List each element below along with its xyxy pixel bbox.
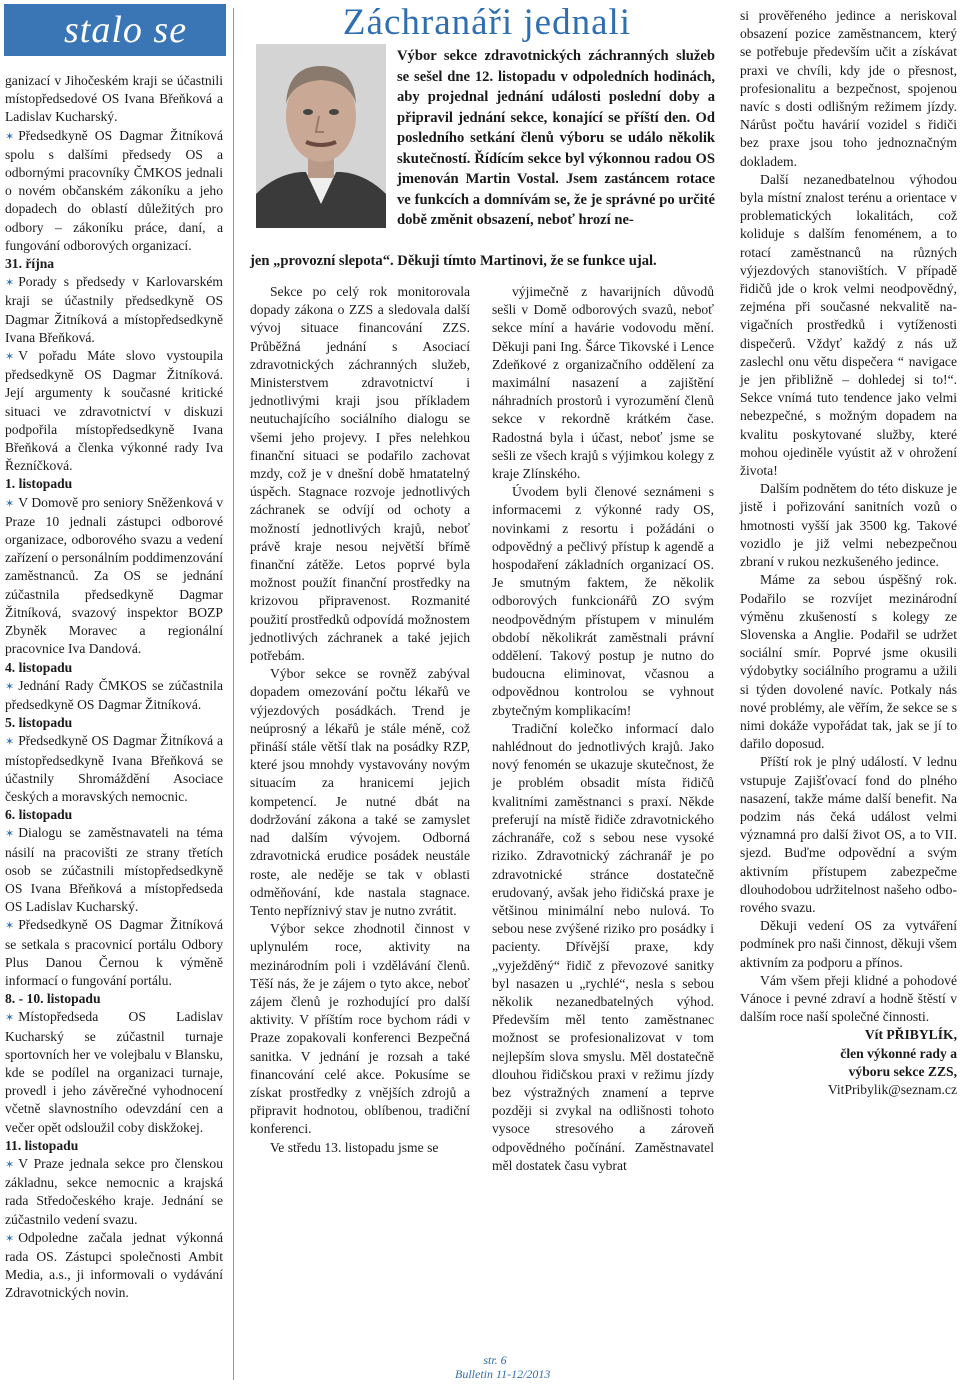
news-item bbox=[5, 494, 223, 659]
star-icon: ✶ bbox=[5, 130, 15, 143]
article-paragraph: Děkuji vedení OS za vytváření podmínek pro naši činnost, děkuji všem aktivním za podporu a přínos. bbox=[740, 918, 957, 970]
portrait-image bbox=[256, 44, 386, 228]
news-item bbox=[5, 347, 223, 475]
star-icon: ✶ bbox=[5, 351, 15, 364]
news-item-text: Porady s předsedy v Karlovarském kraji se účastnily předsedkyně OS Dagmar Žitníková a místopředsedkyně Ivana Břeňková. bbox=[5, 274, 223, 345]
news-item-text: Předsedkyně OS Dagmar Žitníková spolu s dalšími předsedy OS a odbornými pracovníky ČMKOS jednali o novém občanském zákoníku a jeho dopadech do oblastí důležitých pro odbory – zákoníku práce, daní, a fungování odborových organizací. bbox=[5, 127, 223, 253]
article-paragraph: výjimečně z havarijních důvodů sešli v Domě odborových svazů, neboť sekce míní a havárie vodovodu mění. Děkuji pani Ing. Šárce Tikovské i Lence Zdeňkové z organizačního oddělení za maximální nasazení a zajištění náhradních prostorů i vyrozumění členů sekce v rekordně krátkém čase. Radostná byla i účast, neboť jsme se sešli ze všech krajů s výjimkou kolegy z kraje Zlínského. bbox=[492, 284, 714, 482]
article-paragraph: Úvodem byli členové seznámeni s informacemi z výkonné rady OS, novinkami z resortu i požádáni o odpovědný a pečlivý přístup k agendě a hospodaření základních organizací OS. Je smutným faktem, že několik odborových funkcionářů ZO svým neodpovědným přístupem v minulém období několikrát zaměstnali právní oddělení. Takový postup je nutno do budoucna eliminovat, včasnou a odpovědnou kontrolou se vyhnout zbytečným komplikacím! bbox=[492, 484, 714, 718]
news-item-text: V pořadu Máte slovo vystoupila předsedkyně OS Dagmar Žitníková. Její argumenty k současné kritické situaci ve zdravotnictví v diskuzi podpořila místopředsedkyně Ivana Břeňková a členka výkonné rady Iva Řezníčková. bbox=[5, 348, 223, 474]
star-icon: ✶ bbox=[5, 277, 15, 290]
article-paragraph: Příští rok je plný událostí. V lednu vstupuje Zajišťovací fond do plného nasazení, takže máme další benefit. Na podzim nás čeká událost velmi významná pro další život OS, a to VII. sjezd. Buďme odpovědní a svým aktivním přístupem zabezpečme dlouhodobou udržitelnost našeho odborového svazu. bbox=[740, 754, 957, 915]
article-paragraph: Máme za sebou úspěšný rok. Podařilo se rozvíjet mezinárodní výměnu zkušeností s kolegy ze Slovenska a Anglie. Podařil se udržet sociální smír. Poprvé jsme okusili výdobytky sociálního programu a užili si týden dovolené navíc. Potkaly nás nové problémy, ale věřím, že sekce se s nimi dokáže vypořádat tak, jak se jí to dařilo doposud. bbox=[740, 572, 957, 752]
news-item-text: Předsedkyně OS Dagmar Žitníková se setkala s pracovnicí portálu Odbory Plus Danou Černou k výměně informací o fungování portálu. bbox=[5, 917, 223, 988]
star-icon: ✶ bbox=[5, 497, 15, 510]
article-paragraph: Další nezanedbatelnou výhodou byla místní znalost terénu a orientace v problematických lokalitách, což koliduje s dalším fenoménem, a to rotací zaměstnanců na různých výjezdových stanovištích. V případě řidičů jde o krok velmi neodpovědný, zejména při současné nekvalitě navigačních prostředků i vytíženosti dispečerů. Vždyť každý z nás už zaslechl onu větu dispečera “ navigace je jen přibližně – dohledej si to!“. Sekce vnímá tuto tendence jako velmi nebezpečné, s možným dopadem na kvalitu poskytované služby, které mohou ojediněle vyústit až v ohrožení života! bbox=[740, 171, 957, 479]
news-item bbox=[5, 1008, 223, 1136]
news-item bbox=[5, 1155, 223, 1229]
news-date: 4. listopadu bbox=[5, 659, 73, 675]
news-item bbox=[5, 824, 223, 916]
article-column-3 bbox=[740, 7, 957, 1099]
article-lead: Výbor sekce zdravotnických záchranných služeb se sešel dne 12. listopadu v odpoledních hodinách, aby projednal jednání události poslední doby a připravil jednání sekce, konající se příští den. Od posledního setkání členů výboru se událo několik skutečností. Řídícím sekce byl výkonnou radou OS jmenován Martin Vostal. Jsem zastáncem rotace ve funkcích a domnívám se, že je správné po určité době změnit obsazení, neboť hrozí ne- bbox=[397, 48, 715, 228]
news-date: 8. - 10. listopadu bbox=[5, 991, 101, 1007]
news-date: 31. října bbox=[5, 256, 55, 272]
article-paragraph: Sekce po celý rok monitorovala dopady zákona o ZZS a sledovala další vývoj situace financování ZZS. Průběžná jednání s Asociací zdravotnických záchranných služeb, Ministerstvem zdravotnictví i jednotlivými kraji jsou příkladem neutuchajícího sociálního dialogu se všemi jeho projevy. I přes nelehkou finanční situaci se podařilo zachovat mzdy, což je v dnešní době hmatatelný úspěch. Stagnace rozvoje jednotlivých záchranek se odvíjí od ochoty a možností jednotlivých krajů, neboť právě kraje nesou největší břímě finanční zátěže. Letos poprvé byla možnost použít finanční prostředky na krizovou připravenost. Rozmanité použití prostředků odpovídá možnostem jednotlivých záchranek a také jejich potřebám. bbox=[250, 284, 470, 664]
news-date: 5. listopadu bbox=[5, 715, 73, 731]
star-icon: ✶ bbox=[5, 1232, 15, 1245]
article-paragraph: Vám všem přeji klidné a pohodové Vánoce i pevné zdraví a hodně štěstí v dalším roce naší společné činnosti. bbox=[740, 972, 957, 1025]
section-label: stalo se bbox=[64, 9, 188, 51]
news-item bbox=[5, 273, 223, 347]
author-email: VitPribylik@seznam.cz bbox=[827, 1081, 957, 1097]
news-date: 11. listopadu bbox=[5, 1137, 79, 1153]
page-footer bbox=[455, 1353, 551, 1381]
article-column-2 bbox=[492, 283, 714, 1175]
article-paragraph: Výbor sekce se rovněž zabýval dopadem omezování počtu lékařů ve výjezdových posádkách. Trend je neúprosný a lékařů je stále méně, což přináší stále větší tlak na posádky RZP, které jsou mnohdy vystavovány novým situacím za hranicemi jejich kompetencí. Je nutné dbát na dodržování zákona a také se zamyslet nad dalším vývojem. Odborná zdravotnická erudice posádek neustále roste, ale neděje se tak v oblasti odměňování, kde nastala stagnace. Tento nepříznivý stav je nutno zvrátit. bbox=[250, 666, 470, 918]
page-number: str. 6 bbox=[483, 1353, 507, 1367]
news-item-text: Jednání Rady ČMKOS se zúčastnila předsedkyně OS Dagmar Žitníková. bbox=[5, 677, 223, 712]
star-icon: ✶ bbox=[5, 920, 15, 933]
news-item-text: Místopředseda OS Ladislav Kucharský se zúčastnil turnaje sportovních her ve volejbalu v Blansku, kde se podílel na organizaci turnaje, provedl i jeho závěrečné vyhodnocení včetně slavnostního odevzdání cen a večer opět odsloužil coby diskžokej. bbox=[5, 1009, 223, 1135]
article-paragraph: Ve středu 13. listopadu jsme se bbox=[270, 1139, 439, 1155]
column-divider bbox=[233, 8, 234, 1380]
news-item bbox=[5, 677, 223, 714]
article-title: Záchranáři jednali bbox=[342, 2, 632, 43]
star-icon: ✶ bbox=[5, 736, 15, 749]
news-item bbox=[5, 732, 223, 806]
author-signature: člen výkonné rady a bbox=[840, 1045, 957, 1061]
article-paragraph: Dalším podnětem do této diskuze je jistě i pořizování sanitních vozů o hmotnosti vyšší jak 3500 kg. Takové vozidlo je již velmi nebezpečnou zbraní v rukou nezkušeného jedince. bbox=[740, 481, 957, 570]
news-item bbox=[5, 916, 223, 990]
article-column-1 bbox=[250, 283, 470, 1157]
news-item-text: V Domově pro seniory Sněženková v Praze 10 jednali zástupci odborové organizace, odborového svazu a vedení zařízení o personálním poddimenzování zaměstnanců. Za OS se jednání zúčastnila předsedkyně Dagmar Žitníková, svazový inspektor BOZP Zbyněk Moravec a regionální pracovnice Iva Dandová. bbox=[5, 494, 223, 657]
news-item bbox=[5, 127, 223, 255]
author-signature: Vít PŘIBYLÍK, bbox=[864, 1027, 957, 1043]
star-icon: ✶ bbox=[5, 828, 15, 841]
author-photo bbox=[256, 44, 386, 228]
article-lead-end: jen „provozní slepota“. Děkuji tímto Martinovi, že se funkce ujal. bbox=[250, 253, 657, 269]
news-item-text: Odpoledne začala jednat výkonná rada OS. Zástupci společnosti Ambit Media, a.s., ji informovali o vydávání Zdravotnických novin. bbox=[5, 1229, 223, 1301]
star-icon: ✶ bbox=[5, 680, 15, 693]
news-item bbox=[5, 1229, 223, 1303]
news-item-text: Předsedkyně OS Dagmar Žitníková a místopředsedkyně Ivana Břeňková se účastnily Shromáždění Asociace českých a moravských nemocnic. bbox=[5, 733, 223, 804]
news-item-text: Dialogu se zaměstnavateli na téma násilí na pracovišti ze strany třetích osob se zúčastnili místopředsedkyně OS Ivana Břeňková a místopředseda OS Ladislav Kucharský. bbox=[5, 825, 223, 915]
news-date: 1. listopadu bbox=[5, 476, 73, 492]
section-header bbox=[4, 4, 226, 56]
author-signature: výboru sekce ZZS, bbox=[848, 1063, 957, 1079]
article-paragraph: Výbor sekce zhodnotil činnost v uplynulém roce, aktivity na mezinárodním poli i vzdělávání členů. Těší nás, že je zájem o tyto akce, neboť zájem členů je rozhodující pro další aktivity. V příštím roce bychom rádi v Praze zopakovali konferenci Bezpečná sanitka. V jednání je rozsah a také financování celé akce. Pokusíme se získat prostředky z vnějších zdrojů a připravit hodnotou, oblíbenou, tradiční konferenci. bbox=[250, 921, 470, 1137]
article-paragraph: si prověřeného jedince a neriskoval obsazení pozice zaměstnancem, který se potřebuje především učit a získávat praxi ve chvíli, kdy jde o přesnost, profesionalitu a bezpečnost, spojenou navíc s dosti odlišným režimem jízdy. Nárůst počtu havárií vozidel s řidiči bez praxe jsou toho jednoznačným dokladem. bbox=[740, 8, 957, 169]
news-text: ganizací v Jihočeském kraji se účastnili místopředsedové OS Ivana Břeňková a Ladislav Kucharský. bbox=[5, 73, 223, 125]
article-paragraph: Tradiční kolečko informací dalo nahlédnout do jednotlivých krajů. Jako nový fenomén se ukazuje skutečnost, že je problém obsadit místa řidičů kvalitními zaměstnanci s praxí. Někde preferují na místě řidiče zdravotnického záchranáře, což s sebou nese vysoké riziko. Zdravotnický záchranář je po zdravotnické stránce dostatečně erudovaný, avšak jeho řidičská praxe je většinou minimální nebo nulová. To sebou nese zvýšené riziko pro posádky i pacienty. Dřívější praxe, kdy „vyježděný“ řidič z převozové sanitky byl nasazen u „rychlé“, nesla s sebou několik nezanedbatelných výhod. Především měl tento zaměstnanec možnost se profesionalizovat v tom nejlepším slova smyslu. Měl dostatečně dlouhou řidičskou praxi v režimu jízdy bez výstražných znamení a teprve později si zvykal na odlišnosti tohoto vysoce stresového a zároveň odpovědného počínání. Zaměstnavatel měl dostatek času vybrat bbox=[492, 720, 714, 1173]
star-icon: ✶ bbox=[5, 1158, 15, 1171]
issue-label: Bulletin 11-12/2013 bbox=[455, 1367, 551, 1381]
news-column bbox=[5, 72, 223, 1303]
star-icon: ✶ bbox=[5, 1012, 15, 1025]
news-item-text: V Praze jednala sekce pro členskou základnu, sekce nemocnic a krajská rada Středočeského kraje. Jednání se zúčastnilo vedení svazu. bbox=[5, 1155, 223, 1227]
news-date: 6. listopadu bbox=[5, 807, 73, 823]
